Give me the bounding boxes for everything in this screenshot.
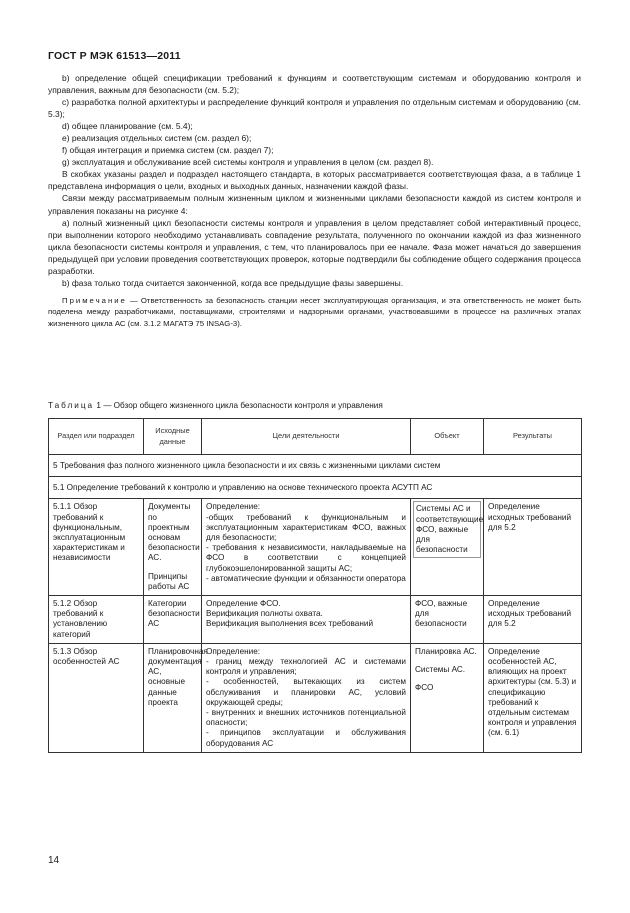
note [48, 295, 581, 330]
goal-item: - особенностей, вытекающих из систем обслуживания и планировки АС, условий окружающей среды; [206, 677, 406, 707]
results-cell: Определение особенностей АС, влияющих на проект архитектуры (см. 5.3) и спецификацию требований к отдельным системам контроля и управления (см. 6.1) [484, 643, 582, 752]
results-cell: Определение исходных требований для 5.2 [484, 499, 582, 596]
section-cell: 5 Требования фаз полного жизненного цикла безопасности и их связь с жизненными циклами систем [49, 455, 582, 477]
paragraph: b) фаза только тогда считается законченной, когда все предыдущие фазы завершены. [62, 277, 404, 288]
section-cell: 5.1.1 Обзор требований к функциональным, эксплуатационным характеристикам и независимости [49, 499, 144, 596]
body-text [48, 72, 581, 330]
table-header-row [49, 419, 582, 455]
paragraph: d) общее планирование (см. 5.4); [62, 121, 193, 132]
header-cell: Результаты [484, 419, 582, 455]
inputs-cell [144, 596, 202, 644]
goal-item: -общих требований к функциональным и эксплуатационным характеристикам ФСО, важных для безопасности; [206, 512, 406, 543]
object-item: Системы АС и соответствующие ФСО, важные для безопасности [413, 501, 481, 558]
object-item: ФСО, важные для безопасности [415, 599, 468, 629]
results-cell: Определение исходных требований для 5.2 [484, 596, 582, 644]
table-row [49, 499, 582, 596]
object-item: Системы АС. [415, 665, 466, 675]
goal-item: Верификация полноты охвата. [206, 609, 323, 619]
inputs-cell [144, 643, 208, 752]
table-row [49, 596, 582, 644]
paragraph: g) эксплуатация и обслуживание всей системы контроля и управления в целом (см. раздел 8). [62, 157, 434, 168]
table-caption [48, 401, 383, 410]
goal-item: - принципов эксплуатации и обслуживания оборудования АС [206, 728, 406, 748]
table-caption-text: 1 — Обзор общего жизненного цикла безопасности контроля и управления [94, 401, 383, 410]
object-cell [411, 596, 484, 644]
goal-item: - границ между технологией АС и системами контроля и управления; [206, 657, 406, 677]
goal-item: Определение: [206, 646, 261, 656]
input-item: Документы по проектным основам безопасности АС. [148, 502, 200, 563]
goals-cell [202, 643, 411, 752]
input-item: Принципы работы АС [148, 571, 190, 591]
table-section-row [49, 455, 582, 477]
goal-item: - требования к независимости, накладываемые на ФСО в соответствии с концепцией глубокоэшелонированной защиты АС; [206, 543, 406, 573]
paragraph: Связи между рассматриваемым полным жизненным циклом и жизненными циклами безопасности каждой из систем контроля и управления показаны на рисунке 4: [48, 193, 581, 216]
header-cell: Исходные данные [144, 419, 202, 455]
paragraph: e) реализация отдельных систем (см. раздел 6); [62, 133, 252, 144]
section-cell: 5.1.2 Обзор требований к установлению категорий [49, 596, 144, 644]
inputs-cell [144, 499, 202, 596]
section-cell: 5.1 Определение требований к контролю и управлению на основе технического проекта АСУТП АС [49, 477, 582, 499]
input-item: Планировочная документация АС, основные данные проекта [148, 646, 208, 707]
page-number: 14 [48, 855, 60, 866]
table-row [49, 643, 582, 752]
lifecycle-table [48, 418, 582, 753]
object-item: Планировка АС. [415, 646, 477, 656]
paragraph: b) определение общей спецификации требований к функциям и соответствующим системам и оборудованию контроля и управления, важным для безопасности (см. 5.2); [48, 73, 581, 96]
header-cell: Цели деятельности [202, 419, 411, 455]
goal-item: Верификация выполнения всех требований [206, 619, 374, 629]
document-header: ГОСТ Р МЭК 61513—2011 [48, 50, 181, 62]
paragraph: а) полный жизненный цикл безопасности системы контроля и управления в целом представляет собой интерактивный процесс, при выполнении которого необходимо устанавливать совпадение результата, полученного по окончании каждой из фаз жизненного цикла безопасности системы контроля и управления, с тем, что планировалось при ее начале. Фаза может начаться до завершения предыдущей при условии проведения соответствующих проверок, которые подтвердили бы соблюдение общего содержания процесса разработки. [48, 217, 581, 276]
paragraph: c) разработка полной архитектуры и распределение функций контроля и управления по отдельным системам и оборудованию (см. 5.3); [48, 97, 581, 120]
goals-cell [202, 596, 411, 644]
goal-item: - внутренних и внешних источников потенциальной опасности; [206, 708, 406, 728]
paragraph: В скобках указаны раздел и подраздел настоящего стандарта, в которых рассматривается соответствующая фаза, а в таблице 1 представлена информация о цели, входных и выходных данных, назначении каждой фазы. [48, 169, 581, 192]
object-cell [411, 643, 484, 752]
goal-item: Определение ФСО. [206, 599, 281, 609]
goal-item: - автоматические функции и обязанности оператора [206, 573, 406, 583]
goals-cell [202, 499, 411, 596]
paragraph: f) общая интеграция и приемка систем (см. раздел 7); [62, 145, 274, 156]
object-cell [411, 499, 484, 596]
table-caption-label: Таблица [48, 401, 95, 410]
input-item: Категории безопасности АС [148, 599, 200, 629]
header-cell: Раздел или подраздел [49, 419, 144, 455]
note-label: Примечание [62, 295, 127, 305]
table-section-row [49, 477, 582, 499]
object-item: ФСО [415, 683, 434, 693]
header-cell: Объект [411, 419, 484, 455]
note-text: — Ответственность за безопасность станции несет эксплуатирующая организация, и эта ответственность не может быть поделена между разработчиками, поставщиками, строителями и надзорными органами, участвовавшими в процессе на различных этапах жизненного цикла АС (см. 3.1.2 МАГАТЭ 75 INSAG-3). [48, 295, 581, 329]
section-cell: 5.1.3 Обзор особенностей АС [49, 643, 144, 752]
goal-item: Определение: [206, 502, 261, 512]
